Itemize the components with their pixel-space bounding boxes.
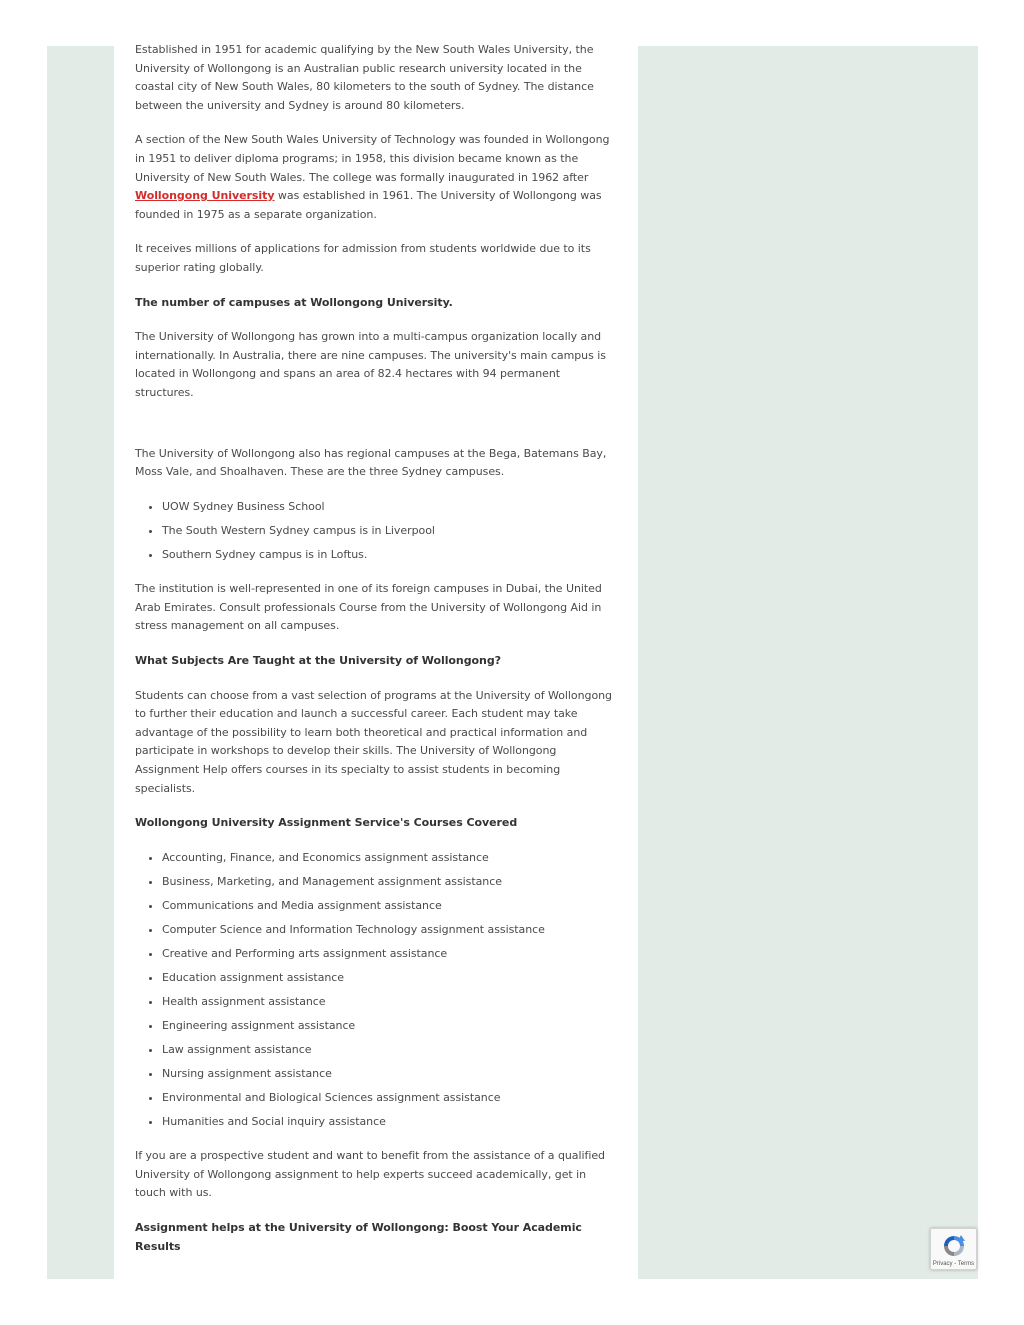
list-item: • Creative and Performing arts assignment assistance [162, 945, 620, 964]
subjects-heading: What Subjects Are Taught at the University of Wollongong? [135, 654, 501, 668]
contact-paragraph: If you are a prospective student and want to benefit from the assistance of a qualified University of Wollongong assignment to help experts succeed academically, get in touch with us. [135, 1149, 605, 1200]
privacy-terms-link[interactable]: Privacy - Terms [932, 1261, 975, 1267]
recaptcha-badge[interactable] [930, 1228, 977, 1270]
regional-campuses-paragraph: The University of Wollongong also has regional campuses at the Bega, Batemans Bay, Moss Vale, and Shoalhaven. These are the three Sydney campuses. [135, 446, 607, 479]
history-paragraph [135, 131, 620, 224]
courses-heading: Wollongong University Assignment Service's Courses Covered [135, 816, 518, 830]
list-item: • Nursing assignment assistance [162, 1065, 620, 1084]
campuses-heading: The number of campuses at Wollongong University. [135, 295, 453, 309]
list-item: • Southern Sydney campus is in Loftus. [162, 546, 620, 565]
list-item: • Health assignment assistance [162, 993, 620, 1012]
list-item: • Business, Marketing, and Management assignment assistance [162, 873, 620, 892]
dubai-paragraph: The institution is well-represented in one of its foreign campuses in Dubai, the United Arab Emirates. Consult professionals Course from the University of Wollongong Aid in stress management on all campuses. [135, 582, 602, 633]
intro-paragraph: Established in 1951 for academic qualifying by the New South Wales University, the University of Wollongong is an Australian public research university located in the coastal city of New South Wales, 80 kilometers to the south of Sydney. The distance between the university and Sydney is around 80 kilometers. [135, 43, 594, 112]
recaptcha-icon [941, 1233, 967, 1259]
applications-paragraph: It receives millions of applications for admission from students worldwide due to its superior rating globally. [135, 242, 591, 274]
history-text-before: A section of the New South Wales University of Technology was founded in Wollongong in 1951 to deliver diploma programs; in 1958, this division became known as the University of New South Wales. The college was formally inaugurated in 1962 after [135, 133, 610, 184]
list-item: • Accounting, Finance, and Economics assignment assistance [162, 849, 620, 868]
subjects-paragraph: Students can choose from a vast selection of programs at the University of Wollongong to further their education and launch a successful career. Each student may take advantage of the possibility to learn both theoretical and practical information and participate in workshops to develop their skills. The University of Wollongong Assignment Help offers courses in its specialty to assist students in becoming specialists. [135, 688, 612, 795]
list-item: • UOW Sydney Business School [162, 498, 620, 517]
list-item: • Engineering assignment assistance [162, 1017, 620, 1036]
boost-results-heading: Assignment helps at the University of Wollongong: Boost Your Academic Results [135, 1220, 582, 1253]
list-item: • Computer Science and Information Technology assignment assistance [162, 921, 620, 940]
list-item: • Humanities and Social inquiry assistance [162, 1113, 620, 1132]
list-item: • Education assignment assistance [162, 969, 620, 988]
wollongong-university-link[interactable]: Wollongong University [135, 189, 275, 203]
courses-list [135, 849, 620, 1131]
campuses-paragraph: The University of Wollongong has grown into a multi-campus organization locally and internationally. In Australia, there are nine campuses. The university's main campus is located in Wollongong and spans an area of 82.4 hectares with 94 permanent structures. [135, 330, 606, 399]
list-item: • The South Western Sydney campus is in Liverpool [162, 522, 620, 541]
list-item: • Environmental and Biological Sciences assignment assistance [162, 1089, 620, 1108]
article-body [135, 41, 620, 1272]
history-text-after: was established in 1961. The University of Wollongong was founded in 1975 as a separate organization. [135, 189, 602, 221]
list-item: • Law assignment assistance [162, 1041, 620, 1060]
list-item: • Communications and Media assignment assistance [162, 897, 620, 916]
spacer [135, 419, 620, 445]
sydney-campus-list [135, 498, 620, 565]
